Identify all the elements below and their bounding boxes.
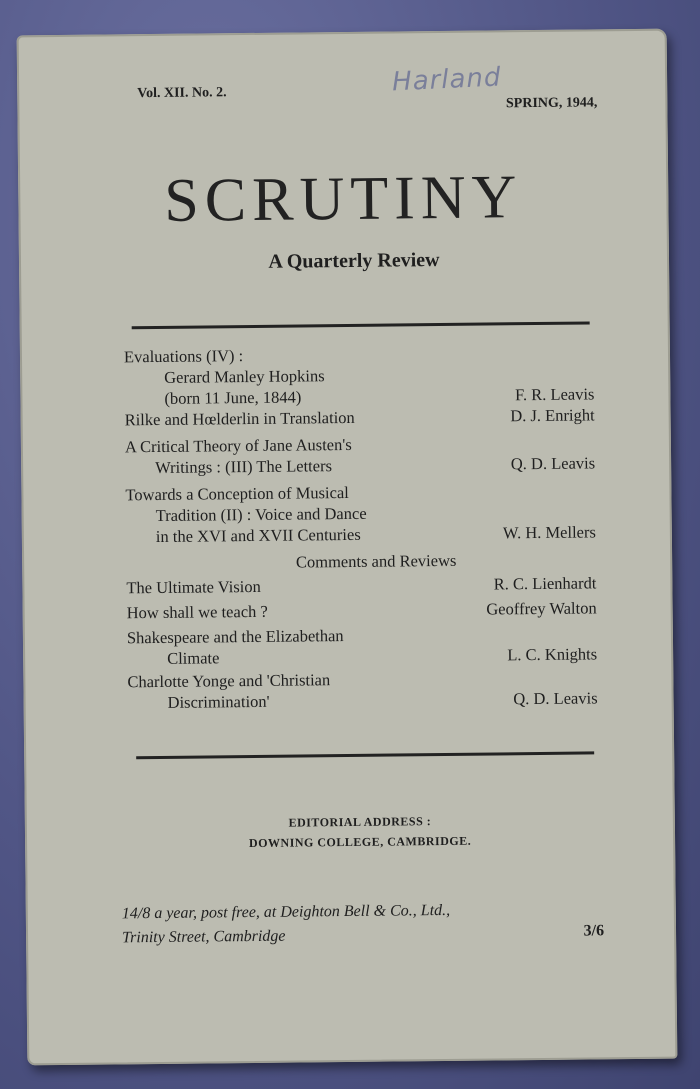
entry-title-line: Towards a Conception of Musical xyxy=(125,482,349,505)
issue-line xyxy=(137,81,598,112)
bottom-rule xyxy=(136,751,594,759)
handwritten-name: Harland xyxy=(391,62,503,98)
entry-title-line: Discrimination' xyxy=(167,691,270,712)
entry-title-line: in the XVI and XVII Centuries xyxy=(155,524,361,547)
contents-entry xyxy=(125,431,595,478)
editorial-address xyxy=(25,809,675,856)
review-entry xyxy=(127,666,597,713)
magazine-subtitle: A Quarterly Review xyxy=(268,249,440,273)
editorial-label: EDITORIAL ADDRESS : xyxy=(288,814,432,830)
entry-author: L. C. Knights xyxy=(507,644,598,665)
entry-title-line: How shall we teach ? xyxy=(126,601,268,623)
entry-author: Geoffrey Walton xyxy=(486,598,597,619)
volume-number: Vol. XII. No. 2. xyxy=(137,85,227,102)
reviews-heading: Comments and Reviews xyxy=(295,550,457,572)
publisher-line-2: Trinity Street, Cambridge xyxy=(121,927,286,947)
entry-author: F. R. Leavis xyxy=(514,384,595,405)
table-of-contents xyxy=(124,341,598,713)
entry-title-line: Gerard Manley Hopkins xyxy=(164,366,325,387)
contents-entry xyxy=(124,341,595,409)
entry-title-line: (born 11 June, 1844) xyxy=(164,387,302,408)
entry-title-line: Charlotte Yonge and 'Christian xyxy=(127,670,331,692)
entry-author: R. C. Lienhardt xyxy=(493,573,597,594)
review-entry xyxy=(127,622,597,669)
magazine-cover xyxy=(17,29,678,1066)
entry-author: Q. D. Leavis xyxy=(510,453,596,474)
magazine-title: SCRUTINY xyxy=(163,163,523,235)
entry-title-line: Shakespeare and the Elizabethan xyxy=(126,626,344,648)
entry-author: Q. D. Leavis xyxy=(513,688,598,709)
review-entry xyxy=(126,572,596,598)
publisher-info xyxy=(122,897,604,950)
contents-entry xyxy=(125,479,596,547)
entry-author: W. H. Mellers xyxy=(502,522,596,543)
entry-title-line: Tradition (II) : Voice and Dance xyxy=(155,503,367,526)
entry-title-line: Rilke and Hœlderlin in Translation xyxy=(124,407,355,430)
issue-season: SPRING, 1944, xyxy=(505,95,598,112)
entry-title-line: The Ultimate Vision xyxy=(126,576,261,598)
entry-title-line: A Critical Theory of Jane Austen's xyxy=(124,434,352,457)
editorial-location: DOWNING COLLEGE, CAMBRIDGE. xyxy=(248,833,472,851)
entry-title-line: Climate xyxy=(167,648,220,668)
top-rule xyxy=(132,321,590,329)
entry-title-line: Writings : (III) The Letters xyxy=(155,456,333,478)
price-label: 3/6 xyxy=(583,922,605,940)
publisher-line-1: 14/8 a year, post free, at Deighton Bell & Co., Ltd., xyxy=(121,901,451,923)
entry-title-line: Evaluations (IV) : xyxy=(123,346,244,367)
contents-entry xyxy=(125,404,595,430)
entry-author: D. J. Enright xyxy=(510,405,595,426)
review-entry xyxy=(127,597,597,623)
